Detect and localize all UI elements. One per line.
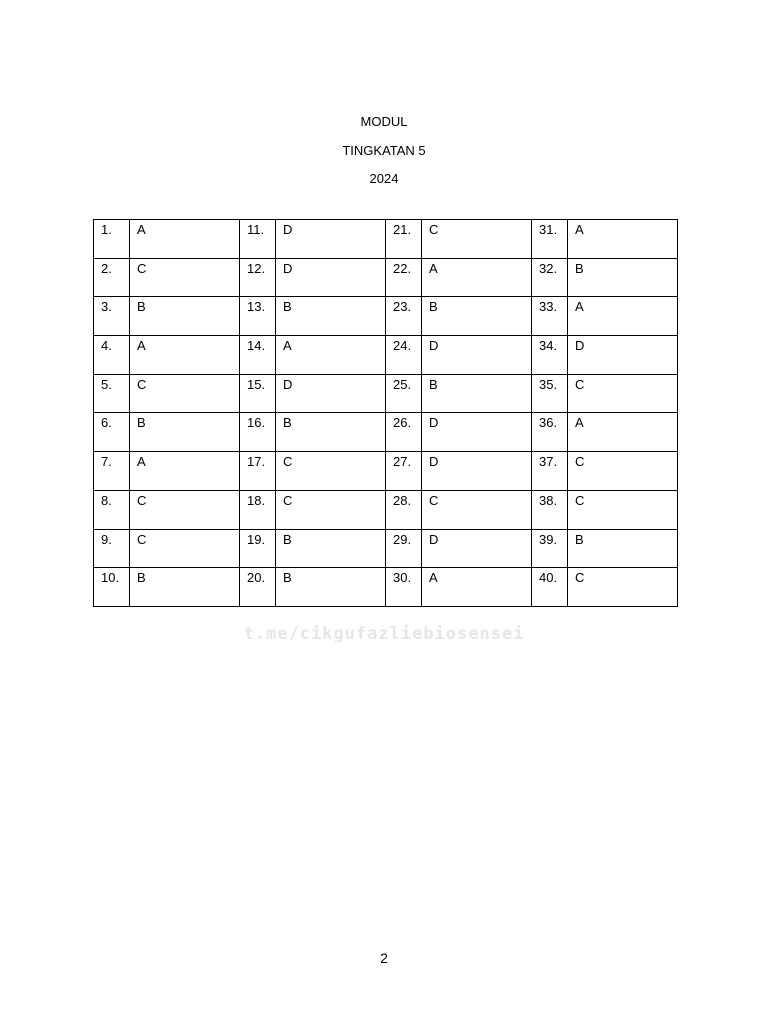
answer-cell: B bbox=[130, 568, 240, 607]
table-row bbox=[94, 490, 678, 529]
answer-cell: A bbox=[422, 258, 532, 297]
question-number-cell: 17. bbox=[240, 452, 276, 491]
question-number-cell: 2. bbox=[94, 258, 130, 297]
question-number-cell: 38. bbox=[532, 490, 568, 529]
answer-cell: A bbox=[130, 220, 240, 259]
question-number-cell: 36. bbox=[532, 413, 568, 452]
table-row bbox=[94, 297, 678, 336]
question-number-cell: 30. bbox=[386, 568, 422, 607]
watermark-text: t.me/cikgufazliebiosensei bbox=[243, 624, 525, 644]
answer-cell: D bbox=[276, 220, 386, 259]
answer-cell: B bbox=[422, 374, 532, 413]
answer-cell: A bbox=[130, 452, 240, 491]
answer-cell: C bbox=[568, 568, 678, 607]
answer-cell: D bbox=[568, 336, 678, 375]
question-number-cell: 24. bbox=[386, 336, 422, 375]
answer-cell: C bbox=[276, 452, 386, 491]
answer-cell: D bbox=[422, 413, 532, 452]
answer-cell: B bbox=[422, 297, 532, 336]
answer-cell: A bbox=[276, 336, 386, 375]
answer-cell: A bbox=[422, 568, 532, 607]
question-number-cell: 9. bbox=[94, 529, 130, 568]
answer-cell: A bbox=[568, 413, 678, 452]
answer-cell: C bbox=[130, 529, 240, 568]
question-number-cell: 10. bbox=[94, 568, 130, 607]
question-number-cell: 4. bbox=[94, 336, 130, 375]
table-row bbox=[94, 568, 678, 607]
question-number-cell: 15. bbox=[240, 374, 276, 413]
question-number-cell: 37. bbox=[532, 452, 568, 491]
answer-cell: C bbox=[130, 374, 240, 413]
question-number-cell: 3. bbox=[94, 297, 130, 336]
question-number-cell: 11. bbox=[240, 220, 276, 259]
question-number-cell: 5. bbox=[94, 374, 130, 413]
answer-key-body bbox=[94, 220, 678, 607]
answer-cell: B bbox=[276, 529, 386, 568]
question-number-cell: 13. bbox=[240, 297, 276, 336]
question-number-cell: 29. bbox=[386, 529, 422, 568]
answer-cell: B bbox=[276, 568, 386, 607]
page-year: 2024 bbox=[369, 171, 399, 186]
question-number-cell: 25. bbox=[386, 374, 422, 413]
answer-cell: B bbox=[130, 413, 240, 452]
answer-cell: D bbox=[422, 452, 532, 491]
table-row bbox=[94, 529, 678, 568]
answer-cell: C bbox=[130, 490, 240, 529]
question-number-cell: 14. bbox=[240, 336, 276, 375]
table-row bbox=[94, 336, 678, 375]
question-number-cell: 12. bbox=[240, 258, 276, 297]
question-number-cell: 34. bbox=[532, 336, 568, 375]
page-subtitle: TINGKATAN 5 bbox=[342, 143, 426, 158]
question-number-cell: 21. bbox=[386, 220, 422, 259]
question-number-cell: 28. bbox=[386, 490, 422, 529]
question-number-cell: 39. bbox=[532, 529, 568, 568]
answer-cell: C bbox=[568, 374, 678, 413]
answer-cell: A bbox=[568, 220, 678, 259]
answer-key-table bbox=[93, 219, 678, 607]
answer-cell: C bbox=[422, 490, 532, 529]
question-number-cell: 27. bbox=[386, 452, 422, 491]
question-number-cell: 31. bbox=[532, 220, 568, 259]
table-row bbox=[94, 258, 678, 297]
answer-cell: B bbox=[568, 258, 678, 297]
answer-cell: A bbox=[130, 336, 240, 375]
answer-cell: C bbox=[568, 452, 678, 491]
question-number-cell: 18. bbox=[240, 490, 276, 529]
question-number-cell: 19. bbox=[240, 529, 276, 568]
question-number-cell: 1. bbox=[94, 220, 130, 259]
question-number-cell: 33. bbox=[532, 297, 568, 336]
answer-cell: D bbox=[422, 336, 532, 375]
answer-cell: C bbox=[422, 220, 532, 259]
question-number-cell: 40. bbox=[532, 568, 568, 607]
answer-cell: B bbox=[568, 529, 678, 568]
answer-cell: C bbox=[276, 490, 386, 529]
table-row bbox=[94, 374, 678, 413]
answer-cell: D bbox=[276, 374, 386, 413]
answer-cell: A bbox=[568, 297, 678, 336]
page-number: 2 bbox=[380, 950, 388, 966]
question-number-cell: 26. bbox=[386, 413, 422, 452]
question-number-cell: 7. bbox=[94, 452, 130, 491]
answer-cell: C bbox=[568, 490, 678, 529]
question-number-cell: 22. bbox=[386, 258, 422, 297]
answer-cell: B bbox=[276, 413, 386, 452]
question-number-cell: 16. bbox=[240, 413, 276, 452]
table-row bbox=[94, 452, 678, 491]
question-number-cell: 20. bbox=[240, 568, 276, 607]
question-number-cell: 23. bbox=[386, 297, 422, 336]
answer-cell: B bbox=[130, 297, 240, 336]
answer-cell: B bbox=[276, 297, 386, 336]
question-number-cell: 6. bbox=[94, 413, 130, 452]
answer-cell: C bbox=[130, 258, 240, 297]
answer-cell: D bbox=[276, 258, 386, 297]
question-number-cell: 32. bbox=[532, 258, 568, 297]
answer-cell: D bbox=[422, 529, 532, 568]
page-title: MODUL bbox=[360, 114, 408, 129]
table-row bbox=[94, 413, 678, 452]
question-number-cell: 8. bbox=[94, 490, 130, 529]
table-row bbox=[94, 220, 678, 259]
question-number-cell: 35. bbox=[532, 374, 568, 413]
